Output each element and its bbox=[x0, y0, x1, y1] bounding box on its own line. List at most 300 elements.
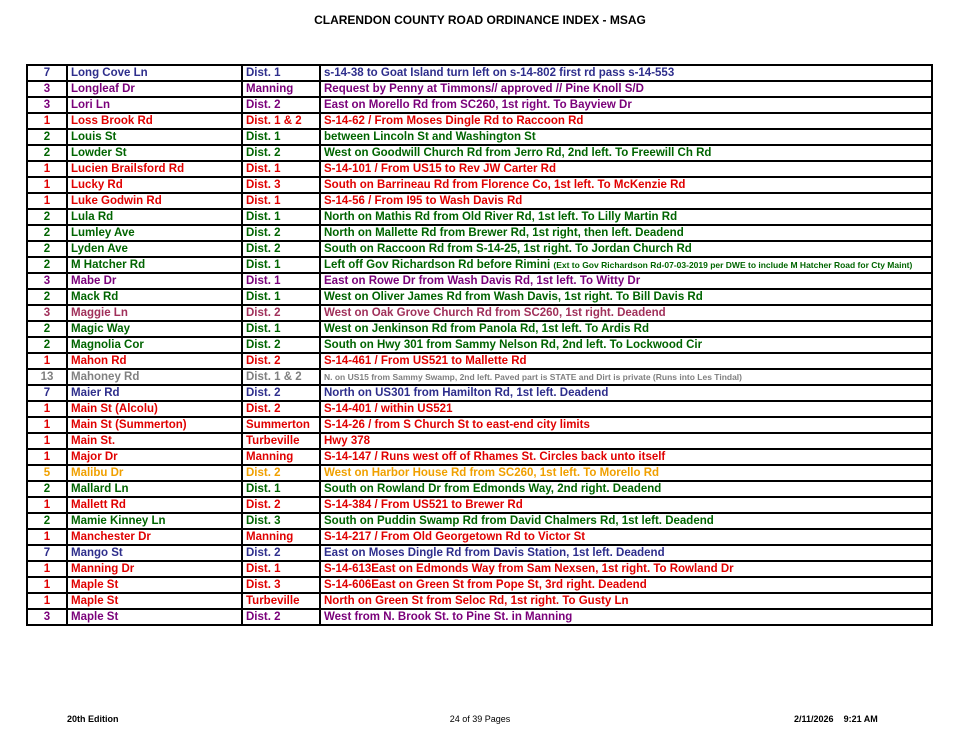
route-number-cell bbox=[27, 433, 67, 449]
route-number-text: 2 bbox=[43, 323, 51, 335]
table-row bbox=[27, 577, 932, 593]
district-cell bbox=[242, 193, 320, 209]
district-text: Dist. 1 bbox=[246, 131, 281, 143]
route-number-text: 2 bbox=[43, 211, 51, 223]
table-row bbox=[27, 129, 932, 145]
district-text: Dist. 2 bbox=[246, 499, 281, 511]
description-text: East on Morello Rd from SC260, 1st right. To Bayview Dr bbox=[324, 99, 632, 111]
description-cell bbox=[320, 209, 932, 225]
road-name-text: Lumley Ave bbox=[71, 227, 135, 239]
road-name-cell bbox=[67, 145, 242, 161]
route-number-text: 2 bbox=[43, 243, 51, 255]
road-name-text: Mango St bbox=[71, 547, 123, 559]
description-cell bbox=[320, 449, 932, 465]
road-name-text: Mahon Rd bbox=[71, 355, 127, 367]
description-cell bbox=[320, 289, 932, 305]
table-row bbox=[27, 209, 932, 225]
route-number-cell bbox=[27, 481, 67, 497]
description-cell bbox=[320, 417, 932, 433]
road-name-text: Manchester Dr bbox=[71, 531, 151, 543]
table-row bbox=[27, 289, 932, 305]
district-cell bbox=[242, 177, 320, 193]
road-name-cell bbox=[67, 273, 242, 289]
table-row bbox=[27, 545, 932, 561]
road-name-cell bbox=[67, 433, 242, 449]
description-cell bbox=[320, 609, 932, 625]
district-text: Dist. 2 bbox=[246, 339, 281, 351]
table-row bbox=[27, 369, 932, 385]
table-row bbox=[27, 449, 932, 465]
district-cell bbox=[242, 65, 320, 81]
description-text: South on Raccoon Rd from S-14-25, 1st right. To Jordan Church Rd bbox=[324, 243, 692, 255]
route-number-text: 3 bbox=[43, 275, 51, 287]
description-note: (Ext to Gov Richardson Rd-07-03-2019 per DWE to include M Hatcher Road for Cty Maint) bbox=[553, 260, 913, 270]
district-text: Summerton bbox=[246, 419, 310, 431]
route-number-cell bbox=[27, 353, 67, 369]
route-number-cell bbox=[27, 145, 67, 161]
route-number-text: 13 bbox=[40, 371, 54, 383]
road-name-text: Mallard Ln bbox=[71, 483, 129, 495]
description-text: North on US301 from Hamilton Rd, 1st left. Deadend bbox=[324, 387, 609, 399]
description-cell bbox=[320, 481, 932, 497]
description-cell bbox=[320, 113, 932, 129]
table-row bbox=[27, 81, 932, 97]
road-name-cell bbox=[67, 257, 242, 273]
route-number-cell bbox=[27, 289, 67, 305]
road-index-table bbox=[26, 64, 933, 626]
district-text: Manning bbox=[246, 531, 294, 543]
district-text: Dist. 1 bbox=[246, 275, 281, 287]
route-number-cell bbox=[27, 209, 67, 225]
route-number-text: 2 bbox=[43, 483, 51, 495]
description-cell bbox=[320, 353, 932, 369]
road-name-cell bbox=[67, 241, 242, 257]
road-name-cell bbox=[67, 113, 242, 129]
district-text: Turbeville bbox=[246, 435, 300, 447]
road-name-cell bbox=[67, 449, 242, 465]
road-name-cell bbox=[67, 593, 242, 609]
route-number-text: 1 bbox=[43, 595, 51, 607]
table-row bbox=[27, 225, 932, 241]
road-name-cell bbox=[67, 321, 242, 337]
description-cell bbox=[320, 129, 932, 145]
description-cell bbox=[320, 65, 932, 81]
description-cell bbox=[320, 337, 932, 353]
road-name-cell bbox=[67, 161, 242, 177]
district-cell bbox=[242, 321, 320, 337]
table-row bbox=[27, 145, 932, 161]
district-cell bbox=[242, 513, 320, 529]
table-row bbox=[27, 161, 932, 177]
road-name-text: Maple St bbox=[71, 595, 119, 607]
route-number-cell bbox=[27, 497, 67, 513]
route-number-cell bbox=[27, 129, 67, 145]
road-name-text: Maggie Ln bbox=[71, 307, 128, 319]
description-text: Request by Penny at Timmons// approved // Pine Knoll S/D bbox=[324, 83, 644, 95]
road-name-text: Manning Dr bbox=[71, 563, 135, 575]
description-text: North on Green St from Seloc Rd, 1st right. To Gusty Ln bbox=[324, 595, 629, 607]
description-cell bbox=[320, 529, 932, 545]
description-cell bbox=[320, 561, 932, 577]
district-cell bbox=[242, 561, 320, 577]
route-number-cell bbox=[27, 385, 67, 401]
table-row bbox=[27, 353, 932, 369]
description-cell bbox=[320, 577, 932, 593]
description-text: S-14-217 / From Old Georgetown Rd to Victor St bbox=[324, 531, 586, 543]
description-text: West from N. Brook St. to Pine St. in Manning bbox=[324, 611, 573, 623]
district-cell bbox=[242, 225, 320, 241]
road-name-cell bbox=[67, 609, 242, 625]
route-number-cell bbox=[27, 177, 67, 193]
description-text: s-14-38 to Goat Island turn left on s-14-802 first rd pass s-14-553 bbox=[324, 67, 675, 79]
route-number-cell bbox=[27, 161, 67, 177]
table-row bbox=[27, 65, 932, 81]
print-date: 2/11/2026 bbox=[794, 714, 834, 724]
route-number-text: 3 bbox=[43, 611, 51, 623]
road-name-text: Maple St bbox=[71, 611, 119, 623]
road-name-text: Louis St bbox=[71, 131, 117, 143]
road-name-text: Lucien Brailsford Rd bbox=[71, 163, 185, 175]
route-number-cell bbox=[27, 417, 67, 433]
road-name-cell bbox=[67, 81, 242, 97]
district-cell bbox=[242, 145, 320, 161]
district-cell bbox=[242, 81, 320, 97]
road-name-text: Lori Ln bbox=[71, 99, 110, 111]
table-row bbox=[27, 113, 932, 129]
description-text: North on Mathis Rd from Old River Rd, 1st left. To Lilly Martin Rd bbox=[324, 211, 678, 223]
table-row bbox=[27, 529, 932, 545]
road-name-cell bbox=[67, 545, 242, 561]
description-note: N. on US15 from Sammy Swamp, 2nd left. Paved part is STATE and Dirt is private (Runs into Les Tindal) bbox=[324, 372, 742, 382]
description-text: West on Oliver James Rd from Wash Davis, 1st right. To Bill Davis Rd bbox=[324, 291, 703, 303]
district-text: Dist. 1 bbox=[246, 291, 281, 303]
district-text: Dist. 2 bbox=[246, 227, 281, 239]
route-number-cell bbox=[27, 65, 67, 81]
road-name-text: Mabe Dr bbox=[71, 275, 117, 287]
description-text: S-14-461 / From US521 to Mallette Rd bbox=[324, 355, 527, 367]
road-name-cell bbox=[67, 337, 242, 353]
description-text: East on Rowe Dr from Wash Davis Rd, 1st left. To Witty Dr bbox=[324, 275, 641, 287]
route-number-text: 1 bbox=[43, 499, 51, 511]
route-number-text: 3 bbox=[43, 307, 51, 319]
route-number-cell bbox=[27, 97, 67, 113]
road-name-text: Mamie Kinney Ln bbox=[71, 515, 166, 527]
district-cell bbox=[242, 385, 320, 401]
description-cell bbox=[320, 241, 932, 257]
road-name-cell bbox=[67, 577, 242, 593]
description-text: South on Rowland Dr from Edmonds Way, 2nd right. Deadend bbox=[324, 483, 662, 495]
route-number-cell bbox=[27, 241, 67, 257]
route-number-cell bbox=[27, 321, 67, 337]
route-number-text: 1 bbox=[43, 451, 51, 463]
district-text: Dist. 1 bbox=[246, 211, 281, 223]
route-number-text: 2 bbox=[43, 291, 51, 303]
district-text: Dist. 2 bbox=[246, 467, 281, 479]
table-row bbox=[27, 177, 932, 193]
description-cell bbox=[320, 305, 932, 321]
route-number-text: 1 bbox=[43, 563, 51, 575]
road-name-text: M Hatcher Rd bbox=[71, 259, 146, 271]
road-name-text: Maier Rd bbox=[71, 387, 120, 399]
description-text: S-14-606East on Green St from Pope St, 3rd right. Deadend bbox=[324, 579, 647, 591]
route-number-text: 2 bbox=[43, 259, 51, 271]
district-text: Dist. 2 bbox=[246, 243, 281, 255]
road-name-text: Mahoney Rd bbox=[71, 371, 140, 383]
road-name-text: Main St. bbox=[71, 435, 116, 447]
print-time: 9:21 AM bbox=[843, 714, 878, 724]
district-text: Dist. 1 bbox=[246, 67, 281, 79]
road-name-text: Luke Godwin Rd bbox=[71, 195, 162, 207]
road-name-cell bbox=[67, 369, 242, 385]
route-number-cell bbox=[27, 113, 67, 129]
table-row bbox=[27, 593, 932, 609]
road-name-cell bbox=[67, 481, 242, 497]
district-text: Dist. 3 bbox=[246, 579, 281, 591]
road-name-text: Magic Way bbox=[71, 323, 131, 335]
route-number-cell bbox=[27, 257, 67, 273]
route-number-text: 2 bbox=[43, 131, 51, 143]
district-cell bbox=[242, 529, 320, 545]
district-cell bbox=[242, 209, 320, 225]
description-cell bbox=[320, 497, 932, 513]
route-number-cell bbox=[27, 593, 67, 609]
district-cell bbox=[242, 257, 320, 273]
table-row bbox=[27, 433, 932, 449]
district-text: Dist. 2 bbox=[246, 147, 281, 159]
district-cell bbox=[242, 449, 320, 465]
description-cell bbox=[320, 193, 932, 209]
road-name-text: Mallett Rd bbox=[71, 499, 126, 511]
description-cell bbox=[320, 545, 932, 561]
district-text: Dist. 3 bbox=[246, 179, 281, 191]
route-number-text: 1 bbox=[43, 115, 51, 127]
road-name-cell bbox=[67, 129, 242, 145]
description-cell bbox=[320, 97, 932, 113]
description-text: between Lincoln St and Washington St bbox=[324, 131, 536, 143]
description-text: West on Jenkinson Rd from Panola Rd, 1st left. To Ardis Rd bbox=[324, 323, 650, 335]
road-name-cell bbox=[67, 529, 242, 545]
table-row bbox=[27, 241, 932, 257]
district-text: Turbeville bbox=[246, 595, 300, 607]
district-cell bbox=[242, 161, 320, 177]
road-name-text: Lula Rd bbox=[71, 211, 114, 223]
route-number-cell bbox=[27, 369, 67, 385]
description-text: S-14-101 / From US15 to Rev JW Carter Rd bbox=[324, 163, 556, 175]
table-row bbox=[27, 481, 932, 497]
description-text: South on Hwy 301 from Sammy Nelson Rd, 2nd left. To Lockwood Cir bbox=[324, 339, 703, 351]
description-text: S-14-613East on Edmonds Way from Sam Nexsen, 1st right. To Rowland Dr bbox=[324, 563, 734, 575]
description-cell bbox=[320, 145, 932, 161]
description-text: S-14-384 / From US521 to Brewer Rd bbox=[324, 499, 523, 511]
route-number-text: 2 bbox=[43, 227, 51, 239]
road-name-text: Longleaf Dr bbox=[71, 83, 135, 95]
table-row bbox=[27, 417, 932, 433]
table-row bbox=[27, 401, 932, 417]
route-number-text: 5 bbox=[43, 467, 51, 479]
district-text: Manning bbox=[246, 83, 294, 95]
print-timestamp bbox=[794, 714, 878, 724]
description-cell bbox=[320, 513, 932, 529]
district-cell bbox=[242, 241, 320, 257]
table-row bbox=[27, 609, 932, 625]
description-cell bbox=[320, 433, 932, 449]
district-cell bbox=[242, 113, 320, 129]
road-name-cell bbox=[67, 497, 242, 513]
district-cell bbox=[242, 273, 320, 289]
description-text: East on Moses Dingle Rd from Davis Station, 1st left. Deadend bbox=[324, 547, 665, 559]
description-text: West on Goodwill Church Rd from Jerro Rd, 2nd left. To Freewill Ch Rd bbox=[324, 147, 712, 159]
district-cell bbox=[242, 609, 320, 625]
district-text: Dist. 1 bbox=[246, 563, 281, 575]
table-row bbox=[27, 97, 932, 113]
route-number-cell bbox=[27, 305, 67, 321]
road-name-cell bbox=[67, 65, 242, 81]
description-cell bbox=[320, 401, 932, 417]
description-cell bbox=[320, 385, 932, 401]
description-text: S-14-62 / From Moses Dingle Rd to Raccoon Rd bbox=[324, 115, 584, 127]
route-number-cell bbox=[27, 401, 67, 417]
page-title: CLARENDON COUNTY ROAD ORDINANCE INDEX - MSAG bbox=[314, 13, 646, 27]
description-cell bbox=[320, 81, 932, 97]
route-number-cell bbox=[27, 449, 67, 465]
edition-label: 20th Edition bbox=[67, 714, 119, 724]
district-cell bbox=[242, 481, 320, 497]
district-cell bbox=[242, 369, 320, 385]
route-number-text: 7 bbox=[43, 67, 51, 79]
route-number-text: 1 bbox=[43, 195, 51, 207]
description-text: South on Puddin Swamp Rd from David Chalmers Rd, 1st left. Deadend bbox=[324, 515, 714, 527]
table-row bbox=[27, 465, 932, 481]
route-number-text: 1 bbox=[43, 179, 51, 191]
route-number-cell bbox=[27, 225, 67, 241]
table-row bbox=[27, 193, 932, 209]
road-name-text: Malibu Dr bbox=[71, 467, 124, 479]
district-cell bbox=[242, 305, 320, 321]
description-text: S-14-26 / from S Church St to east-end city limits bbox=[324, 419, 590, 431]
route-number-cell bbox=[27, 609, 67, 625]
road-name-cell bbox=[67, 513, 242, 529]
route-number-cell bbox=[27, 513, 67, 529]
page-count: 24 of 39 Pages bbox=[449, 714, 511, 724]
district-cell bbox=[242, 129, 320, 145]
road-name-text: Magnolia Cor bbox=[71, 339, 144, 351]
road-name-text: Lucky Rd bbox=[71, 179, 123, 191]
description-cell bbox=[320, 273, 932, 289]
district-text: Dist. 2 bbox=[246, 307, 281, 319]
road-name-text: Maple St bbox=[71, 579, 119, 591]
route-number-text: 1 bbox=[43, 435, 51, 447]
route-number-text: 2 bbox=[43, 147, 51, 159]
description-cell bbox=[320, 225, 932, 241]
table-row bbox=[27, 321, 932, 337]
route-number-text: 1 bbox=[43, 403, 51, 415]
road-name-text: Main St (Summerton) bbox=[71, 419, 187, 431]
district-cell bbox=[242, 289, 320, 305]
description-cell bbox=[320, 465, 932, 481]
road-name-text: Lowder St bbox=[71, 147, 127, 159]
district-text: Dist. 1 & 2 bbox=[246, 115, 302, 127]
district-text: Dist. 3 bbox=[246, 515, 281, 527]
route-number-cell bbox=[27, 193, 67, 209]
route-number-cell bbox=[27, 273, 67, 289]
route-number-cell bbox=[27, 561, 67, 577]
table-row bbox=[27, 337, 932, 353]
route-number-text: 1 bbox=[43, 355, 51, 367]
route-number-text: 7 bbox=[43, 387, 51, 399]
route-number-text: 2 bbox=[43, 339, 51, 351]
road-name-cell bbox=[67, 385, 242, 401]
road-name-cell bbox=[67, 401, 242, 417]
description-cell bbox=[320, 593, 932, 609]
road-name-text: Mack Rd bbox=[71, 291, 119, 303]
table-row bbox=[27, 385, 932, 401]
district-text: Dist. 1 bbox=[246, 323, 281, 335]
route-number-text: 3 bbox=[43, 83, 51, 95]
road-name-cell bbox=[67, 209, 242, 225]
road-name-cell bbox=[67, 193, 242, 209]
route-number-text: 1 bbox=[43, 163, 51, 175]
road-name-text: Major Dr bbox=[71, 451, 118, 463]
route-number-text: 3 bbox=[43, 99, 51, 111]
district-text: Dist. 1 bbox=[246, 483, 281, 495]
district-text: Dist. 2 bbox=[246, 403, 281, 415]
road-name-cell bbox=[67, 305, 242, 321]
route-number-text: 1 bbox=[43, 419, 51, 431]
district-text: Dist. 2 bbox=[246, 99, 281, 111]
route-number-cell bbox=[27, 529, 67, 545]
description-text: Left off Gov Richardson Rd before Rimini bbox=[324, 259, 551, 271]
road-name-cell bbox=[67, 465, 242, 481]
route-number-text: 1 bbox=[43, 531, 51, 543]
district-text: Manning bbox=[246, 451, 294, 463]
district-text: Dist. 1 bbox=[246, 259, 281, 271]
description-text: South on Barrineau Rd from Florence Co, 1st left. To McKenzie Rd bbox=[324, 179, 686, 191]
description-cell bbox=[320, 321, 932, 337]
description-text: North on Mallette Rd from Brewer Rd, 1st right, then left. Deadend bbox=[324, 227, 684, 239]
road-name-cell bbox=[67, 417, 242, 433]
district-cell bbox=[242, 577, 320, 593]
table-row bbox=[27, 273, 932, 289]
road-name-cell bbox=[67, 177, 242, 193]
district-cell bbox=[242, 353, 320, 369]
route-number-cell bbox=[27, 465, 67, 481]
district-cell bbox=[242, 465, 320, 481]
description-text: S-14-56 / From I95 to Wash Davis Rd bbox=[324, 195, 523, 207]
description-text: S-14-401 / within US521 bbox=[324, 403, 453, 415]
description-text: West on Harbor House Rd from SC260, 1st left. To Morello Rd bbox=[324, 467, 660, 479]
route-number-cell bbox=[27, 337, 67, 353]
table-row bbox=[27, 305, 932, 321]
table-row bbox=[27, 561, 932, 577]
table-row bbox=[27, 257, 932, 273]
road-name-cell bbox=[67, 97, 242, 113]
district-text: Dist. 2 bbox=[246, 387, 281, 399]
district-text: Dist. 2 bbox=[246, 547, 281, 559]
district-text: Dist. 2 bbox=[246, 611, 281, 623]
route-number-cell bbox=[27, 577, 67, 593]
route-number-text: 2 bbox=[43, 515, 51, 527]
route-number-text: 1 bbox=[43, 579, 51, 591]
district-text: Dist. 1 & 2 bbox=[246, 371, 302, 383]
road-name-text: Long Cove Ln bbox=[71, 67, 148, 79]
table-row bbox=[27, 497, 932, 513]
route-number-cell bbox=[27, 81, 67, 97]
road-name-text: Lyden Ave bbox=[71, 243, 128, 255]
district-cell bbox=[242, 593, 320, 609]
road-name-text: Loss Brook Rd bbox=[71, 115, 153, 127]
district-cell bbox=[242, 97, 320, 113]
road-name-text: Main St (Alcolu) bbox=[71, 403, 158, 415]
